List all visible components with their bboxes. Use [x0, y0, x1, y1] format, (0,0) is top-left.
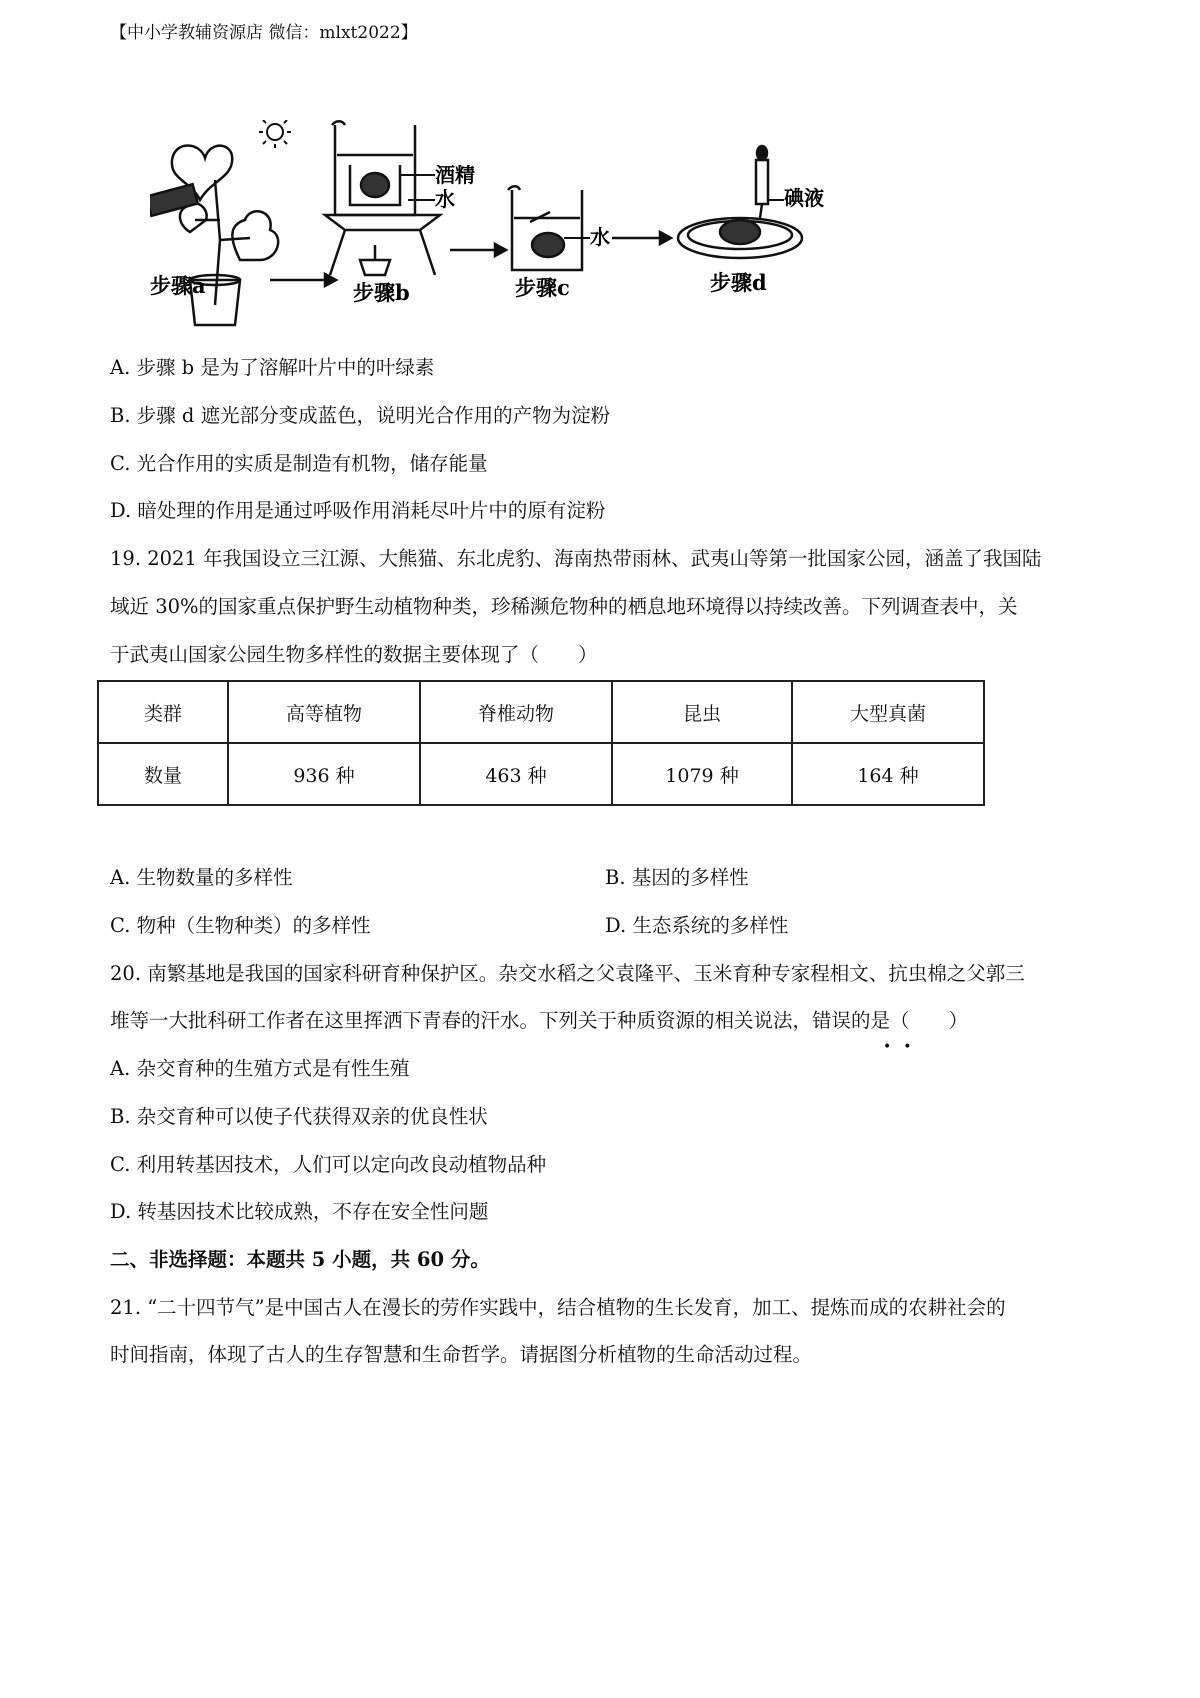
- q20-option-b: B. 杂交育种可以使子代获得双亲的优良性状: [110, 1105, 488, 1128]
- table-header-cell: 脊椎动物: [420, 681, 612, 743]
- q19-stem-line-2: 域近 30%的国家重点保护野生动植物种类，珍稀濒危物种的栖息地环境得以持续改善。下列调查表中，关: [110, 595, 1018, 618]
- arrow-icon: [450, 244, 506, 256]
- q19-stem-line-1: 19. 2021 年我国设立三江源、大熊猫、东北虎豹、海南热带雨林、武夷山等第一批国家公园，涵盖了我国陆: [110, 547, 1042, 570]
- arrow-icon: [270, 274, 336, 286]
- section-title: 二、非选择题：本题共 5 小题，共 60 分。: [110, 1248, 490, 1271]
- q20-option-c: C. 利用转基因技术，人们可以定向改良动植物品种: [110, 1153, 547, 1176]
- step-d-label: 步骤d: [710, 270, 767, 295]
- q19-option-d: D. 生态系统的多样性: [605, 914, 789, 937]
- iodine-label: 碘液: [784, 186, 824, 210]
- table-header-cell: 类群: [98, 681, 228, 743]
- plant-icon: [150, 146, 278, 326]
- survey-table: [97, 680, 985, 806]
- q18-option-d: D. 暗处理的作用是通过呼吸作用消耗尽叶片中的原有淀粉: [110, 499, 606, 522]
- dropper-icon: [756, 146, 768, 218]
- sun-icon: [259, 120, 291, 148]
- q18-option-c: C. 光合作用的实质是制造有机物，储存能量: [110, 452, 488, 475]
- table-row: [98, 681, 984, 743]
- q19-option-b: B. 基因的多样性: [605, 866, 749, 889]
- q20-stem-line-2: 堆等一大批科研工作者在这里挥洒下青春的汗水。下列关于种质资源的相关说法，错误的是（ ）: [110, 1009, 969, 1032]
- q18-option-b: B. 步骤 d 遮光部分变成蓝色，说明光合作用的产物为淀粉: [110, 404, 611, 427]
- table-cell: 463 种: [420, 743, 612, 805]
- q19-option-c: C. 物种（生物种类）的多样性: [110, 914, 371, 937]
- water-label-c: 水: [590, 225, 610, 249]
- table-header-cell: 昆虫: [612, 681, 792, 743]
- water-label-b: 水: [435, 187, 455, 211]
- table-cell: 1079 种: [612, 743, 792, 805]
- table-row: [98, 743, 984, 805]
- table-cell: 164 种: [792, 743, 984, 805]
- emphasis-dots: ••: [883, 1039, 924, 1055]
- table-header-cell: 大型真菌: [792, 681, 984, 743]
- alcohol-label: 酒精: [435, 163, 475, 187]
- table-header-cell: 高等植物: [228, 681, 420, 743]
- q21-stem-line-2: 时间指南，体现了古人的生存智慧和生命哲学。请据图分析植物的生命活动过程。: [110, 1343, 813, 1366]
- table-cell: 936 种: [228, 743, 420, 805]
- q20-option-d: D. 转基因技术比较成熟，不存在安全性问题: [110, 1200, 489, 1223]
- petri-dish-icon: [678, 218, 802, 258]
- q18-option-a: A. 步骤 b 是为了溶解叶片中的叶绿素: [110, 356, 435, 379]
- step-a-label: 步骤a: [150, 273, 206, 298]
- q19-stem-line-3: 于武夷山国家公园生物多样性的数据主要体现了（ ）: [110, 643, 598, 666]
- q20-stem-line-1: 20. 南繁基地是我国的国家科研育种保护区。杂交水稻之父袁隆平、玉米育种专家程相文、抗虫棉之父郭三: [110, 962, 1025, 985]
- arrow-icon: [612, 232, 671, 244]
- q19-option-a: A. 生物数量的多样性: [110, 866, 293, 889]
- step-b-label: 步骤b: [353, 280, 410, 305]
- q21-stem-line-1: 21. “二十四节气”是中国古人在漫长的劳作实践中，结合植物的生长发育，加工、提炼而成的农耕社会的: [110, 1296, 1006, 1319]
- experiment-figure: [150, 120, 870, 335]
- beaker-icon: [508, 186, 582, 270]
- water-bath-icon: [325, 121, 440, 275]
- page-header: 【中小学教辅资源店 微信：mlxt2022】: [110, 23, 418, 43]
- q20-option-a: A. 杂交育种的生殖方式是有性生殖: [110, 1057, 410, 1080]
- step-c-label: 步骤c: [515, 275, 570, 300]
- table-cell: 数量: [98, 743, 228, 805]
